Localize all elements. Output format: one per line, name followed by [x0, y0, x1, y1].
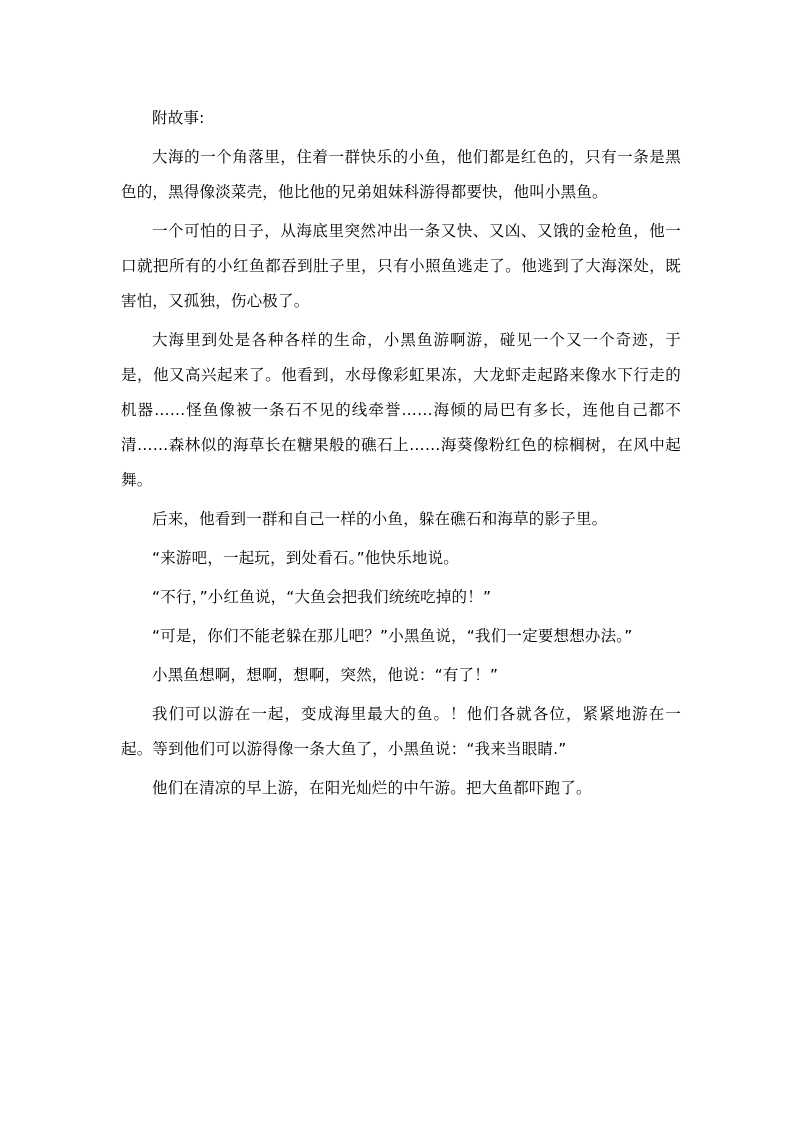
paragraph-5: “来游吧，一起玩，到处看石。”他快乐地说。: [152, 549, 460, 567]
story-heading: 附故事:: [152, 109, 205, 127]
paragraph-2: 一个可怕的日子，从海底里突然冲出一条又快、又凶、又饿的金枪鱼，他一口就把所有的小红鱼都吞到肚子里，只有小照鱼逃走了。他逃到了大海深处，既害怕，又孤独，伤心极了。: [121, 222, 681, 310]
paragraph-8: 小黑鱼想啊，想啊，想啊，突然，他说：“有了！”: [152, 666, 499, 684]
paragraph-1: 大海的一个角落里，住着一群快乐的小鱼，他们都是红色的，只有一条是黑色的，黑得像淡菜壳，他比他的兄弟姐妹科游得都要快，他叫小黑鱼。: [121, 148, 681, 201]
paragraph-10: 他们在清凉的早上游，在阳光灿烂的中午游。把大鱼都吓跑了。: [152, 779, 592, 797]
story-text: [121, 101, 681, 806]
paragraph-4: 后来，他看到一群和自己一样的小鱼，躲在礁石和海草的影子里。: [152, 510, 608, 528]
paragraph-9: 我们可以游在一起，变成海里最大的鱼。！他们各就各位，紧紧地游在一起。等到他们可以游得像一条大鱼了，小黑鱼说：“我来当眼睛.”: [121, 705, 681, 758]
paragraph-6: “不行，”小红鱼说，“大鱼会把我们统统吃掉的！”: [152, 588, 492, 606]
paragraph-7: “可是，你们不能老躲在那儿吧？”小黑鱼说，“我们一定要想想办法。”: [152, 627, 633, 645]
paragraph-3: 大海里到处是各种各样的生命，小黑鱼游啊游，碰见一个又一个奇迹，于是，他又高兴起来了。他看到，水母像彩虹果冻，大龙虾走起路来像水下行走的机器……怪鱼像被一条石不见的线牵誉……海倾的局巴有多长，连他自己都不清……森林似的海草长在糖果般的礁石上……海葵像粉红色的棕榈树，在风中起舞。: [121, 331, 681, 489]
